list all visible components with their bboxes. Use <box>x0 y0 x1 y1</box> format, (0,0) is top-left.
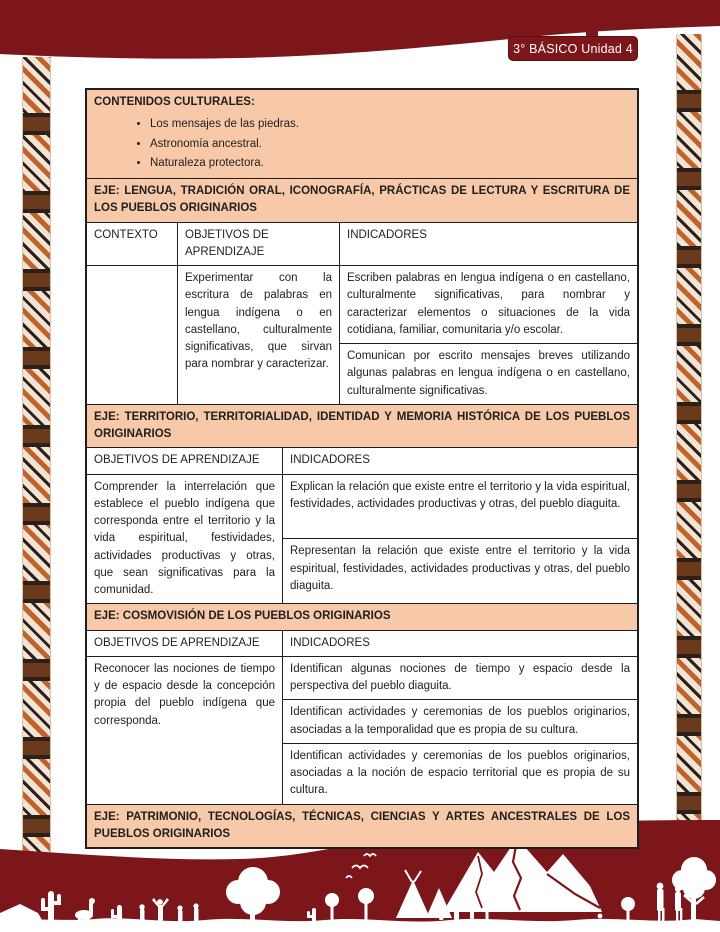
objetivo-cell: Reconocer las nociones de tiempo y de espacio desde la concepción propia del pueblo indígena que corresponda. <box>94 662 275 727</box>
indicadores-stack <box>339 266 637 404</box>
col-header-objetivos: OBJETIVOS DE APRENDIZAJE <box>177 223 339 266</box>
section2-body-row <box>87 474 637 604</box>
eje-cosmovision-band: EJE: COSMOVISIÓN DE LOS PUEBLOS ORIGINARIOS <box>87 603 637 629</box>
objetivo-cell: Comprender la interrelación que establece el pueblo indígena que corresponda entre el territorio y la vida espiritual, festividades, actividades productivas y otras, que sean significativas para la comunidad. <box>94 480 275 596</box>
col-header-contexto: CONTEXTO <box>94 228 158 241</box>
eje-lengua-band: EJE: LENGUA, TRADICIÓN ORAL, ICONOGRAFÍA, PRÁCTICAS DE LECTURA Y ESCRITURA DE LOS PUEBLOS ORIGINARIOS <box>87 178 637 222</box>
andean-pattern-border-right-icon <box>676 34 702 932</box>
contexto-cell <box>87 266 177 404</box>
eje-patrimonio-band: EJE: PATRIMONIO, TECNOLOGÍAS, TÉCNICAS, CIENCIAS Y ARTES ANCESTRALES DE LOS PUEBLOS ORIGINARIOS <box>87 804 637 848</box>
indicador-cell: Escriben palabras en lengua indígena o en castellano, culturalmente significativas, para nombrar y caracterizar elementos o situaciones de la vida cotidiana, familiar, comunitaria y/o escolar. <box>347 272 630 336</box>
col-header-objetivos: OBJETIVOS DE APRENDIZAJE <box>94 636 260 649</box>
indicador-cell: Identifican algunas nociones de tiempo y espacio desde la perspectiva del pueblo diaguita. <box>290 662 630 692</box>
col-header-indicadores: INDICADORES <box>282 631 637 656</box>
contenidos-item: • Los mensajes de las piedras. <box>150 116 630 133</box>
indicadores-stack <box>282 475 637 604</box>
col-header-indicadores: INDICADORES <box>282 448 637 473</box>
andean-pattern-border-left-icon <box>22 57 51 932</box>
contenidos-item: • Naturaleza protectora. <box>150 155 630 172</box>
contenidos-title: CONTENIDOS CULTURALES: <box>94 96 255 108</box>
section1-header-row <box>87 222 637 266</box>
contenidos-culturales-box <box>87 90 637 178</box>
section3-body-row <box>87 656 637 804</box>
indicador-cell: Representan la relación que existe entre el territorio y la vida espiritual, festividades, actividades productivas y otras, del pueblo diaguita. <box>283 538 637 603</box>
curriculum-table <box>85 88 639 849</box>
col-header-indicadores: INDICADORES <box>339 223 637 266</box>
indicador-cell: Identifican actividades y ceremonias de los pueblos originarios, asociadas a la noción de espacio territorial que es propia de su cultura. <box>283 743 637 804</box>
objetivo-cell: Experimentar con la escritura de palabras en lengua indígena o en castellano, culturalmente significativas, que sirvan para nombrar y caracterizar. <box>177 266 339 404</box>
ground-silhouette <box>0 918 720 932</box>
col-header-objetivos: OBJETIVOS DE APRENDIZAJE <box>94 454 260 467</box>
indicador-cell: Comunican por escrito mensajes breves utilizando algunas palabras en lengua indígena o en castellano, culturalmente significativas. <box>340 343 637 404</box>
indicador-cell: Identifican actividades y ceremonias de los pueblos originarios, asociadas a la temporalidad que es propia de su cultura. <box>283 699 637 743</box>
section2-header-row <box>87 447 637 473</box>
eje-territorio-band: EJE: TERRITORIO, TERRITORIALIDAD, IDENTIDAD Y MEMORIA HISTÓRICA DE LOS PUEBLOS ORIGINARIOS <box>87 404 637 448</box>
section1-body-row <box>87 265 637 404</box>
indicador-cell: Explican la relación que existe entre el territorio y la vida espiritual, festividades, actividades productivas y otras, del pueblo diaguita. <box>290 480 630 510</box>
section3-header-row <box>87 630 637 656</box>
contenidos-item: • Astronomía ancestral. <box>150 136 630 153</box>
contenidos-list <box>94 116 630 172</box>
unit-badge: 3° BÁSICO Unidad 4 <box>508 36 638 61</box>
indicadores-stack <box>282 657 637 804</box>
